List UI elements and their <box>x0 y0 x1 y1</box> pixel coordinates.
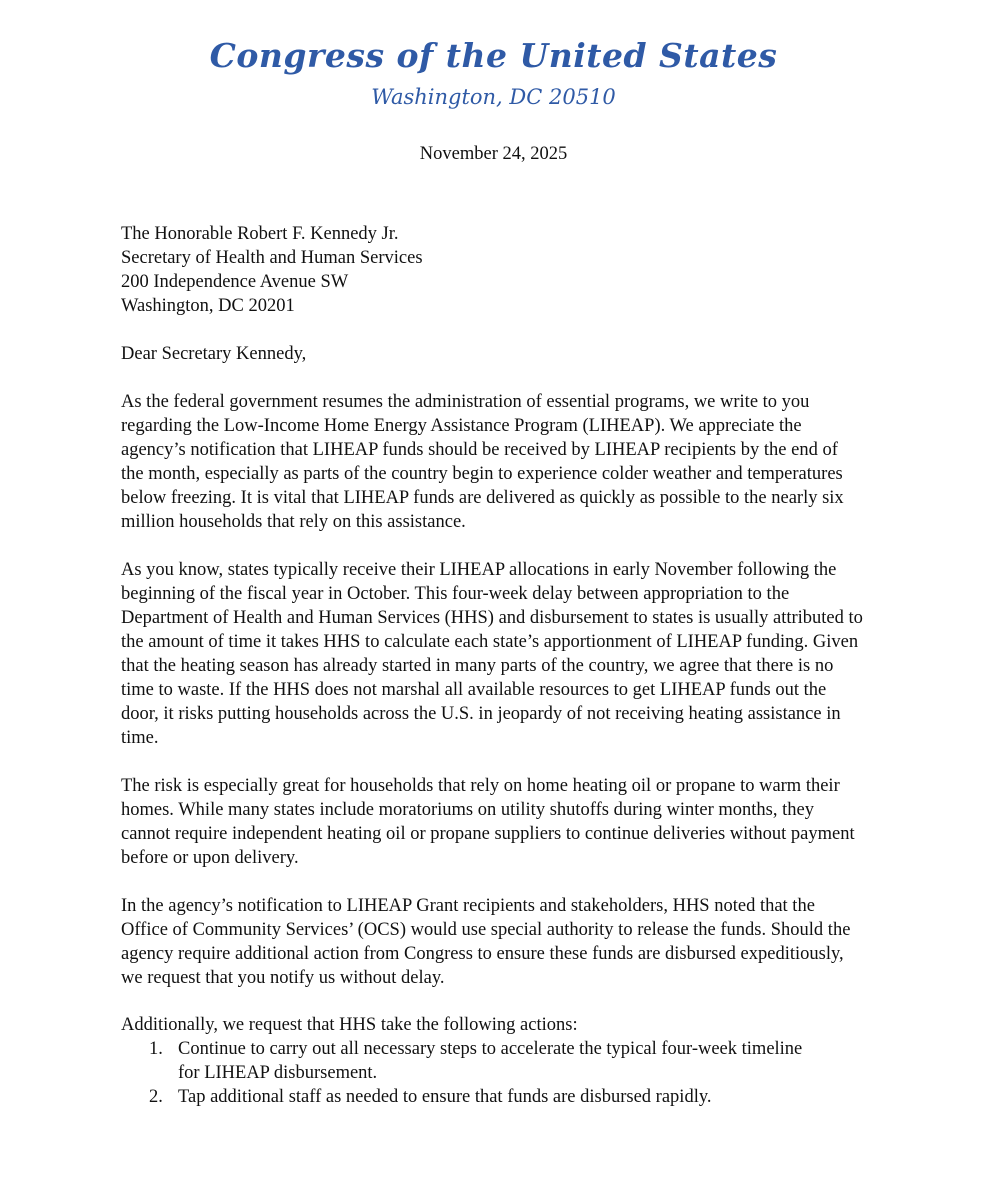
body-paragraph-2: As you know, states typically receive their LIHEAP allocations in early November following the beginning of the fiscal year in October. This four-week delay between appropriation to the Department of Health and Human Services (HHS) and disbursement to states is usually attributed to the amount of time it takes HHS to calculate each state’s apportionment of LIHEAP funding. Given that the heating season has already started in many parts of the country, we agree that there is no time to waste. If the HHS does not marshal all available resources to get LIHEAP funds out the door, it risks putting households across the U.S. in jeopardy of not receiving heating assistance in time. <box>121 560 863 748</box>
list-item-number: 1. <box>149 1039 163 1059</box>
body-paragraph-1: As the federal government resumes the administration of essential programs, we write to you regarding the Low-Income Home Energy Assistance Program (LIHEAP). We appreciate the agency’s notification that LIHEAP funds should be received by LIHEAP recipients by the end of the month, especially as parts of the country begin to experience colder weather and temperatures below freezing. It is vital that LIHEAP funds are delivered as quickly as possible to the nearly six million households that rely on this assistance. <box>121 392 844 532</box>
letterhead-subtitle: Washington, DC 20510 <box>371 85 616 109</box>
list-item <box>121 1037 818 1085</box>
salutation: Dear Secretary Kennedy, <box>121 344 307 364</box>
body-paragraph-3: The risk is especially great for households that rely on home heating oil or propane to warm their homes. While many states include moratoriums on utility shutoffs during winter months, they cannot require independent heating oil or propane suppliers to continue deliveries without payment before or upon delivery. <box>121 776 855 868</box>
letterhead-title: Congress of the United States <box>209 36 778 75</box>
recipient-city: Washington, DC 20201 <box>121 296 295 316</box>
list-item-text: Tap additional staff as needed to ensure that funds are disbursed rapidly. <box>178 1087 712 1107</box>
recipient-street: 200 Independence Avenue SW <box>121 272 349 292</box>
list-item-text: Continue to carry out all necessary steps to accelerate the typical four-week timeline for LIHEAP disbursement. <box>178 1039 803 1083</box>
recipient-name: The Honorable Robert F. Kennedy Jr. <box>121 224 399 244</box>
letter-date: November 24, 2025 <box>419 144 568 164</box>
body-paragraph-4: In the agency’s notification to LIHEAP Grant recipients and stakeholders, HHS noted that the Office of Community Services’ (OCS) would use special authority to release the funds. Should the agency require additional action from Congress to ensure these funds are disbursed expeditiously, we request that you notify us without delay. <box>121 896 851 988</box>
body-paragraph-5: Additionally, we request that HHS take the following actions: <box>121 1015 578 1035</box>
list-item-number: 2. <box>149 1087 163 1107</box>
recipient-title: Secretary of Health and Human Services <box>121 248 423 268</box>
list-item <box>121 1085 818 1109</box>
action-list <box>121 1037 881 1109</box>
recipient-address-block <box>121 222 881 318</box>
